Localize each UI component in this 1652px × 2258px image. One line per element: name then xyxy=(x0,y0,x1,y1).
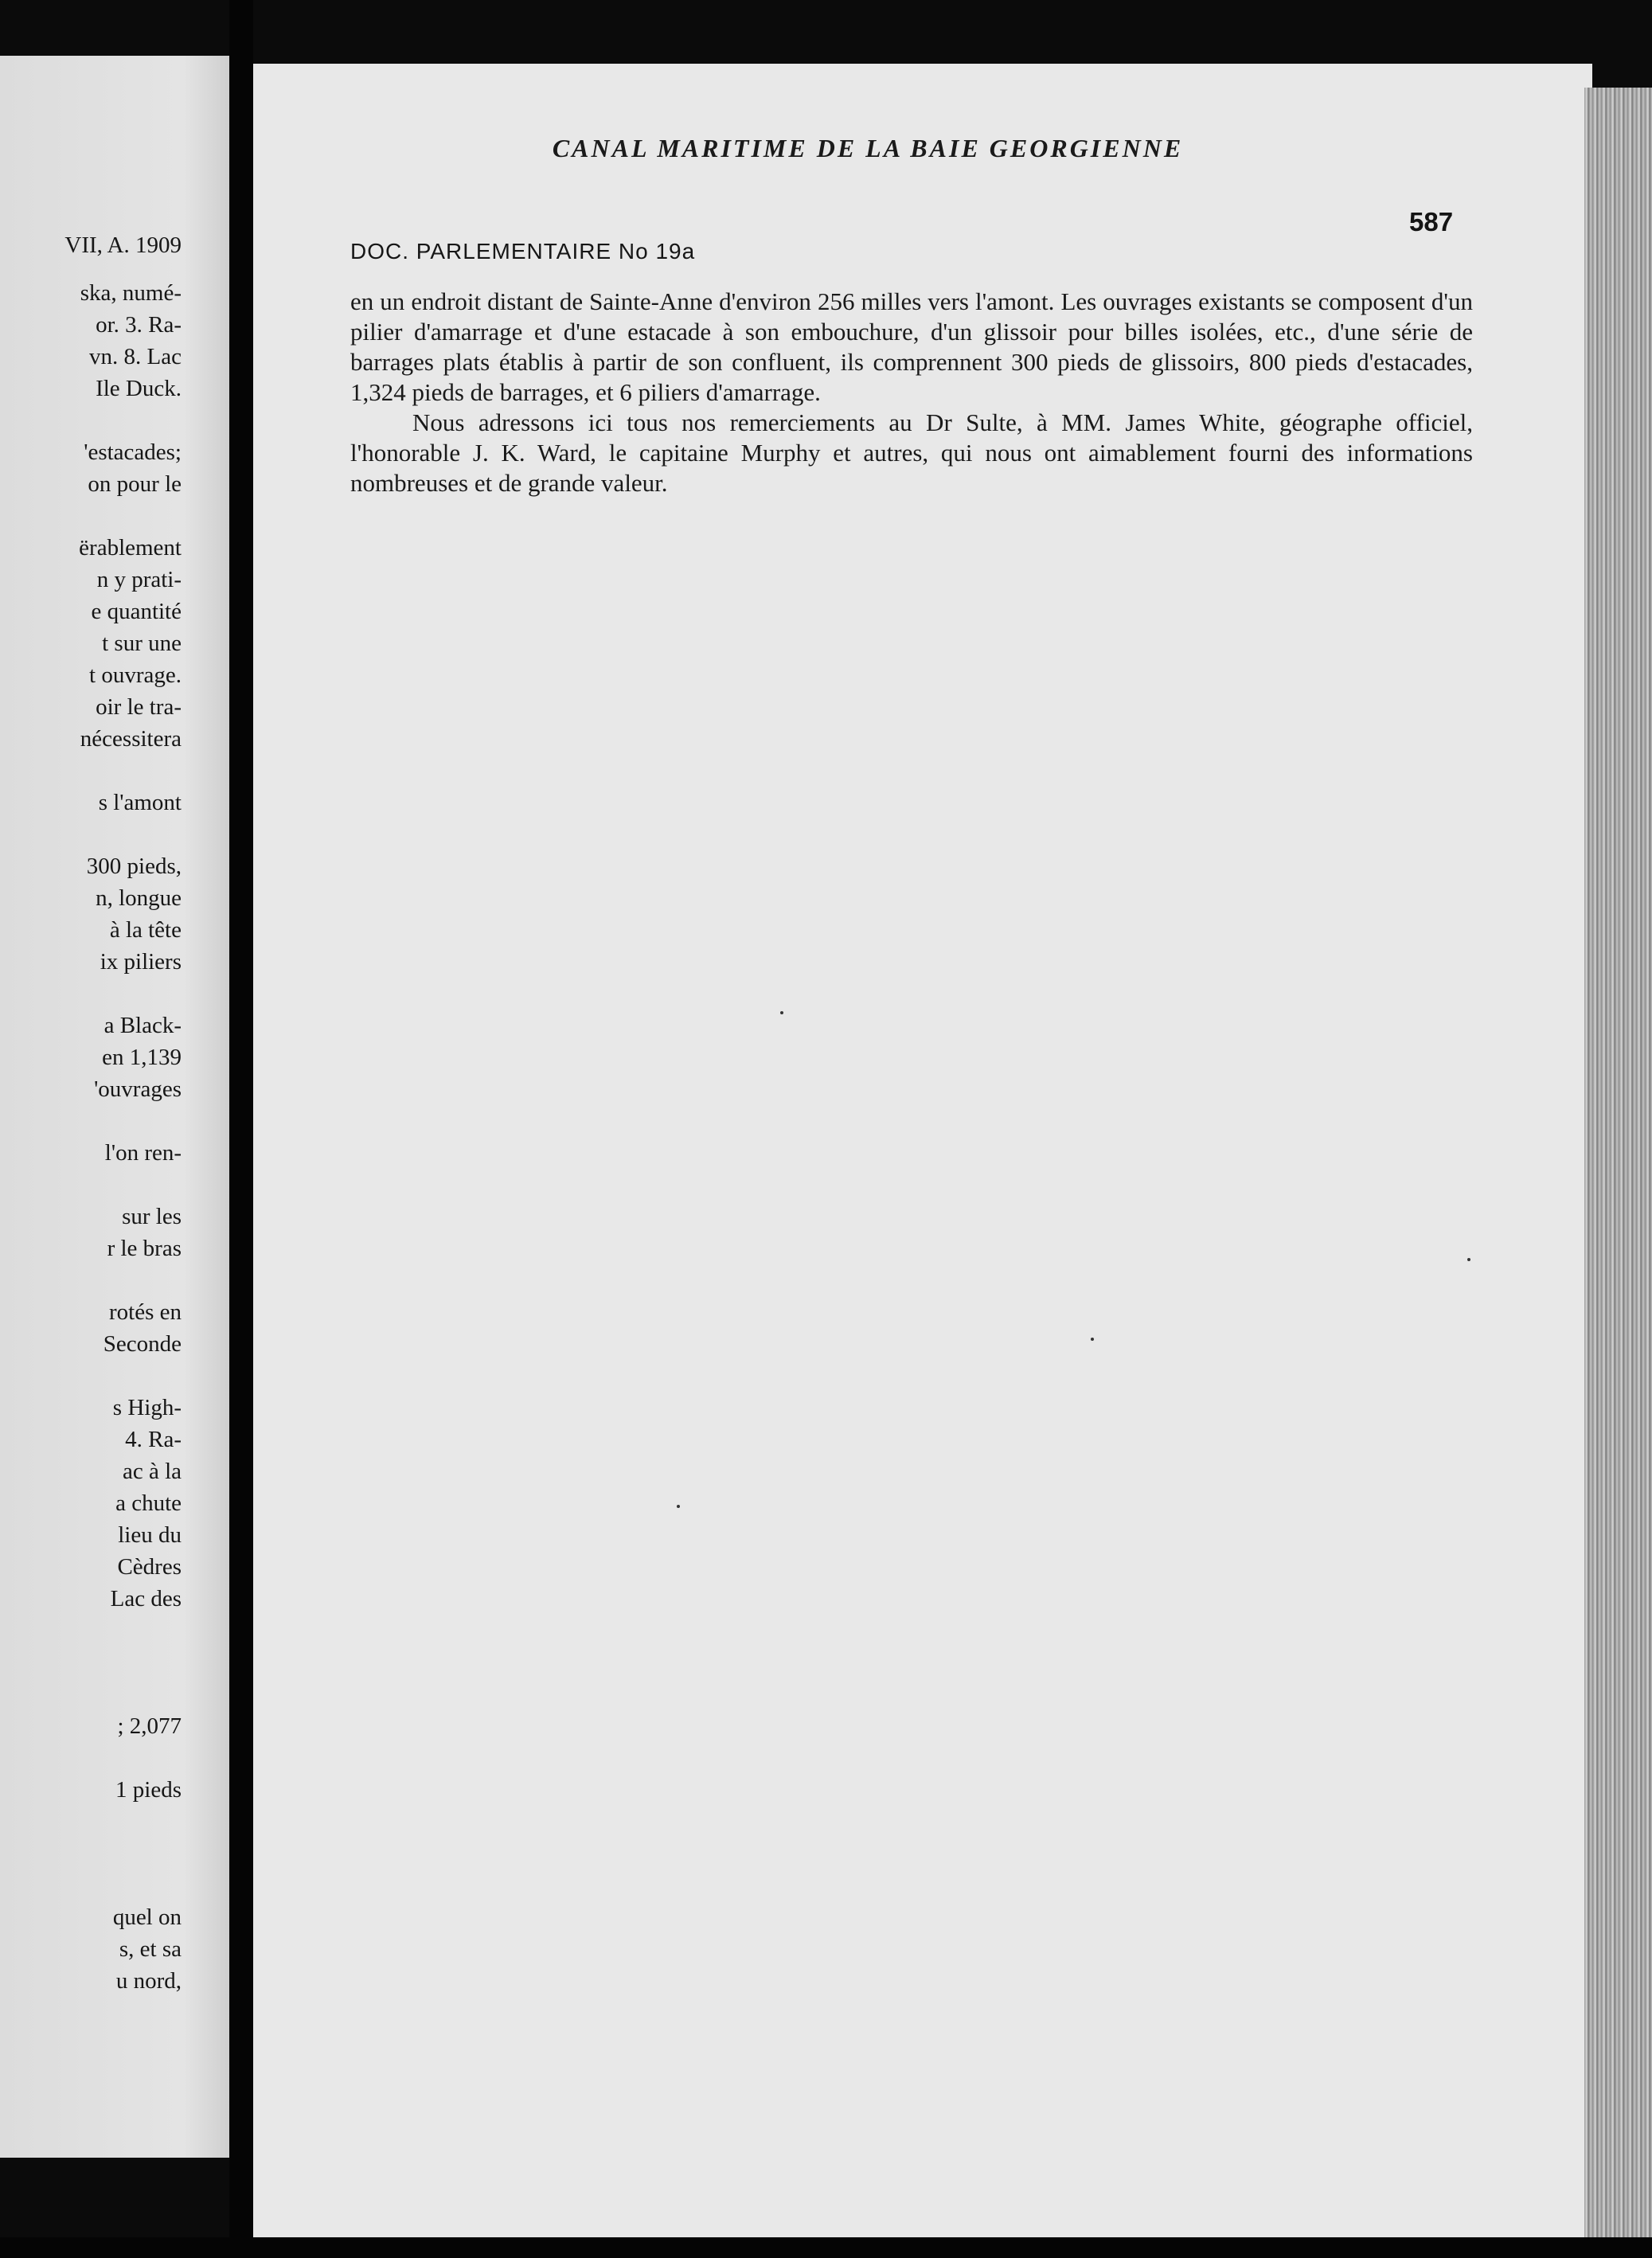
left-page-line: on pour le xyxy=(88,471,182,497)
left-page-line: a Black- xyxy=(103,1013,182,1038)
left-page-line: or. 3. Ra- xyxy=(96,312,182,338)
left-page-line: s l'amont xyxy=(98,790,182,815)
left-page-line: t sur une xyxy=(102,631,182,656)
left-page-line: ; 2,077 xyxy=(117,1713,182,1739)
left-page-line: à la tête xyxy=(109,917,182,943)
left-page-line: 'estacades; xyxy=(84,439,182,465)
left-page-line: l'on ren- xyxy=(104,1140,182,1166)
left-page-line: lieu du xyxy=(118,1522,182,1548)
document-reference: DOC. PARLEMENTAIRE No 19a xyxy=(350,239,696,264)
left-page-line: e quantité xyxy=(91,599,182,624)
scan-speck xyxy=(780,1011,783,1014)
book-gutter xyxy=(229,0,253,2258)
paragraph-1: en un endroit distant de Sainte-Anne d'environ 256 milles vers l'amont. Les ouvrages existants se composent d'un pilier d'amarrage et d'une estacade à son embouchure, d'un glissoir pour billes isolées, etc., d'une série de barrages plats établis à partir de son confluent, ils comprennent 300 pieds de glissoirs, 800 pieds d'estacades, 1,324 pieds de barrages, et 6 piliers d'amarrage. xyxy=(350,287,1473,406)
paragraph-2: Nous adressons ici tous nos remerciements au Dr Sulte, à MM. James White, géographe officiel, l'honorable J. K. Ward, le capitaine Murphy et autres, qui nous ont aimablement fourni des informations nombreuses et de grande valeur. xyxy=(350,408,1473,497)
left-page-line: Ile Duck. xyxy=(96,376,182,401)
left-page-line: Seconde xyxy=(103,1331,182,1357)
left-page-line: vn. 8. Lac xyxy=(89,344,182,369)
left-page-line: u nord, xyxy=(115,1968,182,1994)
left-page-line: quel on xyxy=(112,1904,182,1930)
left-page-line: Cèdres xyxy=(117,1554,182,1580)
left-page-line: 300 pieds, xyxy=(86,854,182,879)
left-page-line: ac à la xyxy=(122,1459,182,1484)
left-page-line: n y prati- xyxy=(96,567,182,592)
scan-speck xyxy=(1467,1258,1470,1261)
left-page-line: en 1,139 xyxy=(102,1045,182,1070)
left-page-line: rotés en xyxy=(109,1299,182,1325)
left-page-line: oir le tra- xyxy=(96,694,182,720)
left-page-line: 1 pieds xyxy=(115,1777,182,1803)
left-page-line: VII, A. 1909 xyxy=(64,232,182,258)
left-page-line: r le bras xyxy=(107,1236,182,1261)
left-page-line: sur les xyxy=(122,1204,182,1229)
left-page-line: ix piliers xyxy=(100,949,182,975)
page-edges xyxy=(1584,88,1652,2237)
scan-bottom-border xyxy=(0,2237,1652,2258)
left-page-line: s, et sa xyxy=(119,1936,182,1962)
page-number: 587 xyxy=(1409,207,1454,236)
body-text xyxy=(350,287,1473,498)
scan-speck xyxy=(677,1505,680,1508)
left-page-line: s High- xyxy=(112,1395,182,1420)
left-page-line: Lac des xyxy=(110,1586,182,1611)
left-page-line: nécessitera xyxy=(80,726,182,752)
left-page-line: 4. Ra- xyxy=(125,1427,182,1452)
left-page-line: t ouvrage. xyxy=(89,662,182,688)
left-page-line: ërablement xyxy=(79,535,182,561)
left-page xyxy=(0,56,229,2158)
running-head: CANAL MARITIME DE LA BAIE GEORGIENNE xyxy=(552,134,1184,162)
left-page-line: ska, numé- xyxy=(80,280,182,306)
left-page-line: 'ouvrages xyxy=(94,1076,182,1102)
left-page-line: a chute xyxy=(115,1490,182,1516)
left-page-line: n, longue xyxy=(96,885,182,911)
scan-speck xyxy=(1091,1338,1094,1341)
